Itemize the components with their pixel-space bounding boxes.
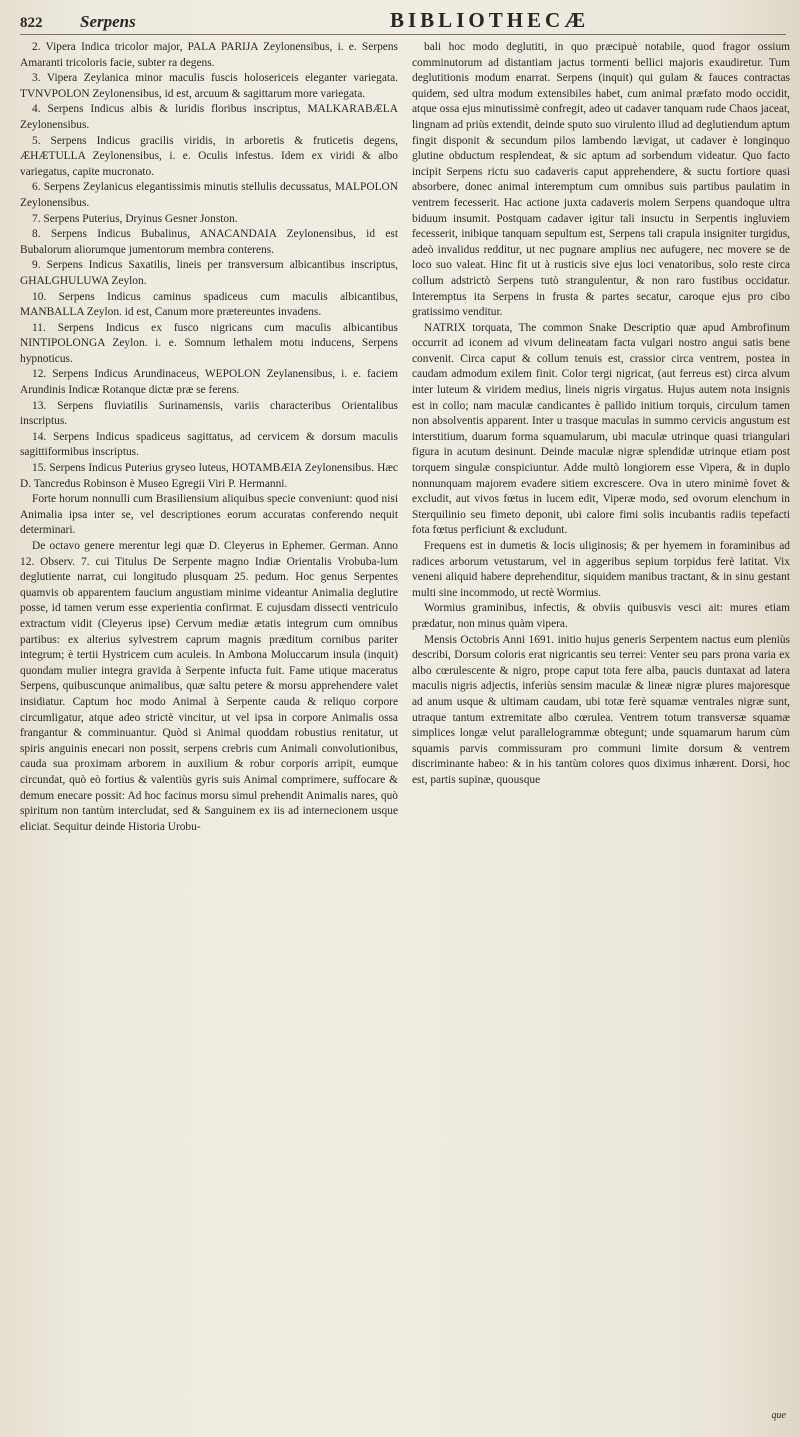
paragraph: 7. Serpens Puterius, Dryinus Gesner Jonston. xyxy=(32,212,238,225)
paragraph: 11. Serpens Indicus ex fusco nigricans cum maculis albicantibus NINTIPOLONGA Zeylon. i. e. Somnum lethalem motu inducens, Serpens hypnoticus. xyxy=(20,321,398,365)
paragraph: 13. Serpens fluviatilis Surinamensis, variis characteribus Orientalibus inscriptus. xyxy=(20,399,398,428)
page-header xyxy=(20,8,786,36)
left-column xyxy=(20,40,398,1423)
paragraph: Forte horum nonnulli cum Brasiliensium aliquibus specie conveniunt: quod nisi Animalia ipsa inter se, vel descriptiones eorum accuratas conferendo nequit determinari. xyxy=(20,493,398,537)
paragraph: 2. Vipera Indica tricolor major, PALA PARIJA Zeylonensibus, i. e. Serpens Amaranti tricoloris facie, subter ra degens. xyxy=(20,41,398,69)
paragraph: 14. Serpens Indicus spadiceus sagittatus, ad cervicem & dorsum maculis sagittiformibus inscriptus. xyxy=(20,430,398,459)
running-title-right: BIBLIOTHECÆ xyxy=(390,8,590,32)
paragraph: Frequens est in dumetis & locis uliginosis; & per hyemem in foraminibus ad radices arborum vetustarum, vel in aggeribus sepium torpidus ferè latitat. Vix veneni aliquid habere deprehenditur, siquidem manibus tractant, & in sinu gestant multi sine incommodo, ut rectè Wormius. xyxy=(412,540,790,599)
paragraph: 8. Serpens Indicus Bubalinus, ANACANDAIA Zeylonensibus, id est Bubalorum aliorumque jumentorum membra conterens. xyxy=(20,228,398,256)
paragraph: 4. Serpens Indicus albis & luridis floribus inscriptus, MALKARABÆLA Zeylonensibus. xyxy=(20,103,398,131)
paragraph: 3. Vipera Zeylanica minor maculis fuscis holosericeis eleganter variegata. TVNVPOLON Zeylonensibus, id est, arcuum & sagittarum more variegata. xyxy=(20,72,398,100)
paragraph: Wormius graminibus, infectis, & obviis quibusvis vesci ait: mures etiam prædatur, non minus quàm vipera. xyxy=(412,602,790,630)
paragraph: 6. Serpens Zeylanicus elegantissimis minutis stellulis decussatus, MALPOLON Zeylonensibus. xyxy=(20,181,398,209)
paragraph: 9. Serpens Indicus Saxatilis, lineis per transversum albicantibus inscriptus, GHALGHULUWA Zeylon. xyxy=(20,259,398,287)
paragraph: 15. Serpens Indicus Puterius gryseo luteus, HOTAMBÆIA Zeylonensibus. Hæc D. Tancredus Robinson è Museo Egregii Viri P. Hermanni. xyxy=(20,462,398,490)
paragraph: bali hoc modo deglutiti, in quo præcipuè notabile, quod fragor ossium comminutorum ad distantiam jactus tormenti bellici majoris exaudiretur. Tum deglutitionis modum enarrat. Serpens (inquit) qui gulam & fauces contractas quidem, sed ultra modum extensibiles habet, cum animal præfato modo occidit, atque ossa ejus minutissimè confregit, adeo ut cadaver tanquam rude Chaos jaceat, lingnam ad priùs extendit, deinde sputo suo virulento illud ad deglutiendum aptum fingit disponit & secundum pilos lambendo lævigat, ut cadaver è longinquo glutine obductum resplendeat, & sic aptum ad sorbendum videatur. Quo facto incipit Serpens rictu suo cadaveris caput apprehendere, & suctu fortiore quasi absorbere, donec animal interemptum cum omnibus suis partibus paulatim in ventrem fecesserit. Hac actione juxta cadaveris molem Serpens quandoque ultra biduum insumit. Postquam cadaver igitur tali insuctu in Serpentis ingluviem fecesserit, inibique tanquam sepultum est, Serpens tali crapula insigniter turgidus, adeò invalidus redditur, ut nec pugnare amplius nec aufugere, nec movere se de loco suo valeat. Hinc fit ut à rusticis sive ejus loci venatoribus, solo reste circa collum adstrictò Serpens tutò strangulentur, & non raro fustibus occidatur. Interemptus ita Serpens in frusta & partes secatur, caroque ejus pro cibo gratissimo venditur. xyxy=(412,41,790,319)
paragraph: De octavo genere merentur legi quæ D. Cleyerus in Ephemer. German. Anno 12. Observ. 7. cui Titulus De Serpente magno Indiæ Orientalis Vrobuba-lum deglutiente narrat, cui longitudo plusquam 25. pedum. Hoc genus Serpentes quamvis ob apparentem faucium angustiam minime videantur Animalia deglutire posse, id tamen verum esse experientia confirmat. E cujusdam dissecti ventriculo extractum vidit (Cleyerus ipse) Cervum mediæ ætatis integrum cum omnibus partibus: ex alterius sylvestrem caprum magnis præditum cornibus pariter integrum; è tertii Hystricem cum aculeis. In Ambona Moluccarum insula (inquit) quondam mulier integra gravida à Serpente infucta fuit. Fame utique maceratus Serpens, quibuscunque animalibus, quæ saltu petere & morsu apprehendere valet insidiatur. Captum hoc modo Animal à Serpente cauda & reliquo corpore circumligatur, atque adeo strictè vincitur, ut vel ipsa in corpore Animalis ossa frangantur & comminuantur. Quòd si Animal quoddam robustius renitatur, ut spiris anguinis enecari non possit, serpens crebris cum Animali convolutionibus, cauda sua proximam arborem in auxilium & robur corporis arripit, eumque circundat, quò eò fortius & valentiùs gyris suis Animal comprimere, suffocare & demum enecare possit: Ad hoc facinus morsu simul prehendit Animalis nares, quò spiritum non tantùm intercludat, sed & Sanguinem ex iis ad internecionem usque eliciat. Sequitur deinde Historia Urobu- xyxy=(20,540,398,833)
paragraph: Mensis Octobris Anni 1691. initio hujus generis Serpentem nactus eum pleniùs describi, Dorsum coloris erat nigricantis seu terrei: Venter seu pars prona varia ex albo cœrulescente & nigro, prope caput tota fere alba, paucis duntaxat ad latera maculis nigris adjectis, inferiùs sensim maculæ & lineæ nigræ plures majoresque ad anum usque & ultimam caudam, ubi totæ ferè squamæ ventrales nigræ sunt, utraque tantum extremitate albo cœrulea. Ventrem totum transversæ squamæ simplices longæ velut parallelogrammæ obtegunt; unde squamarum harum cùm squamis parvis commissuram pro communi limite dorsum & ventrem discriminante habeo: & in his tantùm colores quos diximus inhærent. Dorsi, hoc est, partis supinæ, quousque xyxy=(412,633,790,786)
paragraph: NATRIX torquata, The common Snake Descriptio quæ apud Ambrofinum occurrit ad iconem ad vivum delineatam facta vulgari nostro angui satis bene convenit. Circa caput & collum tenuis est, crassior circa ventrem, postea in caudam admodum exilem finit. Color tergi nigricat, (aut ferreus est) circa alvum inter luteum & viridem medius, lineis nigris virgatus. Hujus autem nota insignis est in collo; nam maculæ candicantes è pallido initium torquis, circulum tamen non absolventis apparent. Inter u trasque maculas in summo cervicis angustum est interstitium, duarum forma squamularum, ubi maculæ utrinque quasi triangulari figura in acutum desinunt. Deinde maculæ nigræ splendidæ utrinque etiam post torquem singulæ conspiciuntur. Adde multò longiorem esse Vipera, & in duplo nonnunquam majorem evadere sitiem excrescere. Ova in utero minimè fovet & excludit, aut vivos fœtus in lucem edit, Viperæ modo, sed ovorum elenchum in Sterquilinio seu fimeto deponit, ubi calore fimi solis incubantis radiis tepefacti fota fœtus perficiunt & excludunt. xyxy=(412,321,790,537)
page-number: 822 xyxy=(20,15,43,31)
catchword: que xyxy=(771,1410,786,1421)
header-rule xyxy=(20,34,786,35)
right-column xyxy=(412,40,790,1423)
paragraph: 12. Serpens Indicus Arundinaceus, WEPOLON Zeylanensibus, i. e. faciem Arundinis Indicæ Rotanque dictæ præ se ferens. xyxy=(20,368,398,397)
paragraph: 10. Serpens Indicus caminus spadiceus cum maculis albicantibus, MANBALLA Zeylon. id est, Canum more prætereuntes invadens. xyxy=(20,290,398,319)
paragraph: 5. Serpens Indicus gracilis viridis, in arboretis & fruticetis degens, ÆHÆTULLA Zeylonensibus, i. e. Oculis infestus. Idem ex viridi & albo variegatus, capite mucronato. xyxy=(20,134,398,178)
running-title-left: Serpens xyxy=(80,12,136,31)
text-columns xyxy=(20,40,790,1423)
